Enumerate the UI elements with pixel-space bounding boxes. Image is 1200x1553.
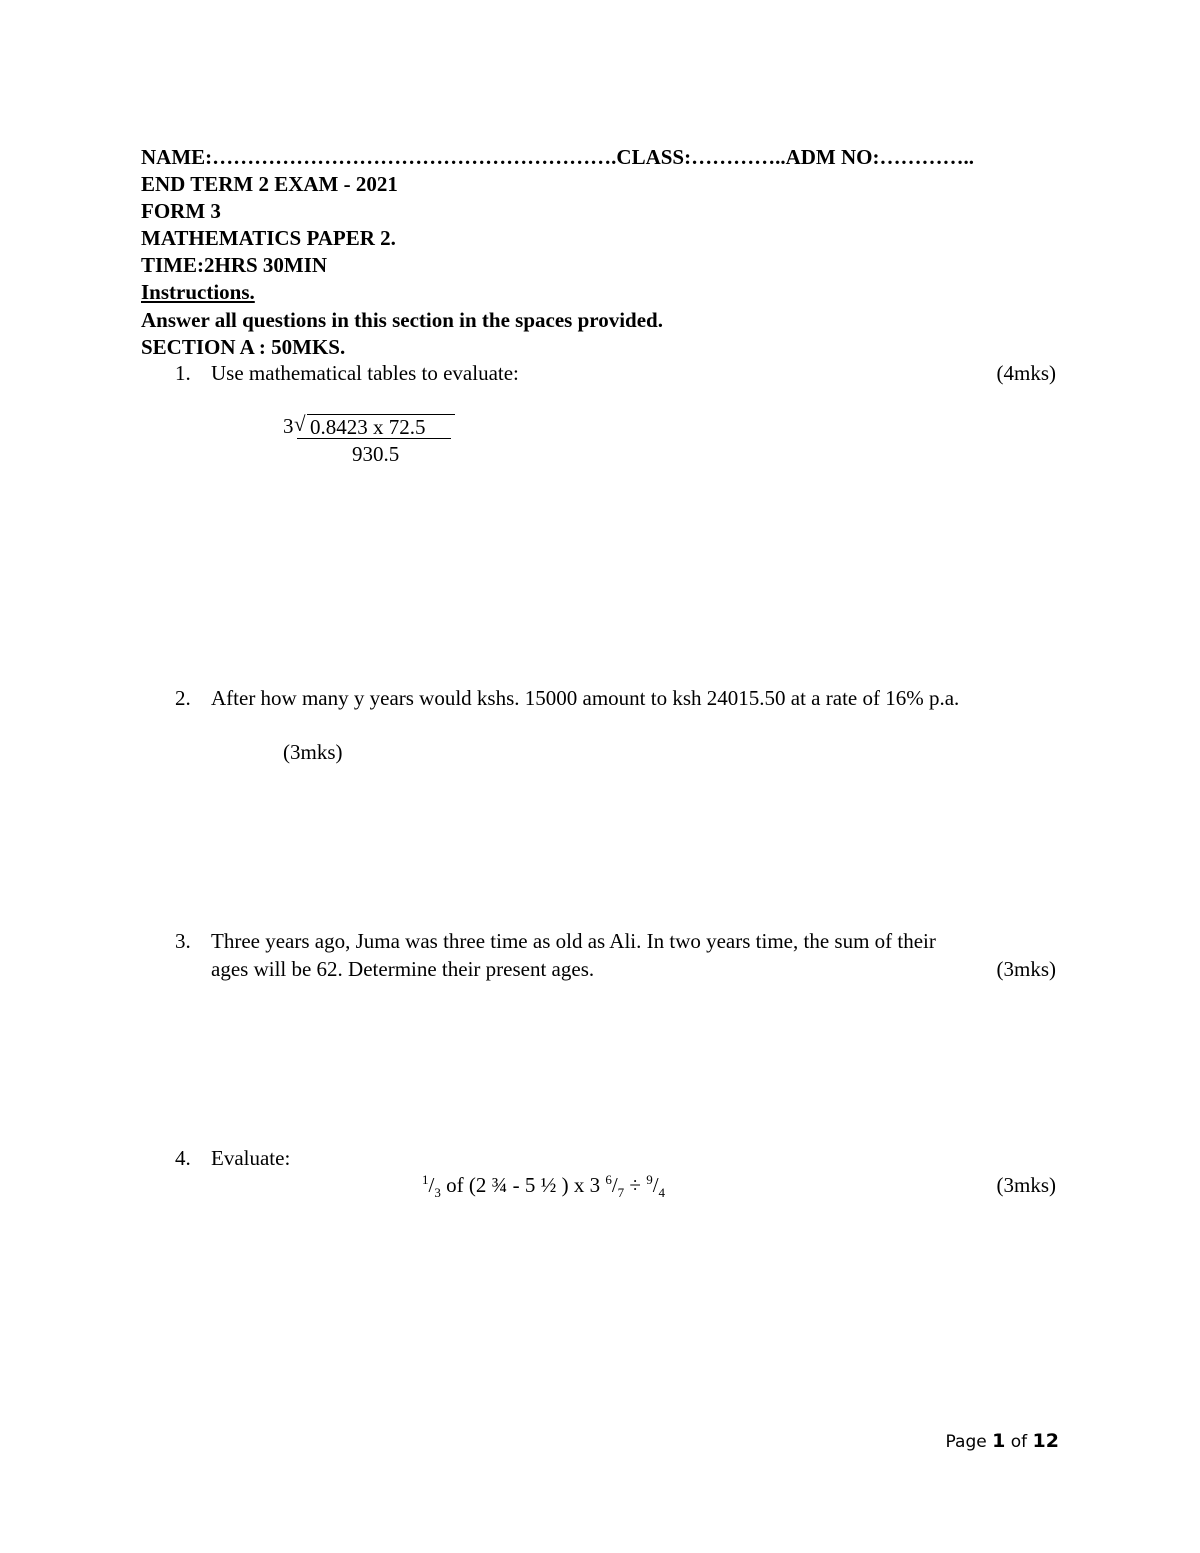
question-4-marks: (3mks) xyxy=(996,1173,1056,1197)
question-2-marks: (3mks) xyxy=(283,740,343,764)
section-heading: SECTION A : 50MKS. xyxy=(141,335,346,359)
page-number: 1 xyxy=(992,1430,1006,1452)
question-4-number: 4. xyxy=(175,1146,191,1170)
cube-root-index: 3 xyxy=(283,414,294,438)
question-1-formula xyxy=(283,414,463,474)
name-class-adm-line: NAME:………………………………………………….CLASS:…………..ADM NO:………….. xyxy=(141,145,974,169)
question-3-number: 3. xyxy=(175,929,191,953)
instructions-heading: Instructions. xyxy=(141,280,255,304)
fraction-a-denominator: 3 xyxy=(434,1185,441,1201)
question-4-text: Evaluate: xyxy=(211,1146,291,1170)
question-1-number: 1. xyxy=(175,361,191,385)
question-4-formula: $^1/_3$ of (2 ¾ - 5 ½ ) x 3 $^6/_7 \div ^9/_4$ xyxy=(422,1172,666,1201)
formula-numerator: 0.8423 x 72.5 xyxy=(310,415,426,439)
question-2-number: 2. xyxy=(175,686,191,710)
page-footer xyxy=(946,1430,1059,1452)
total-pages: 12 xyxy=(1032,1430,1059,1452)
question-3-text-line-2: ages will be 62. Determine their present ages. xyxy=(211,957,595,981)
fraction-c-denominator: 4 xyxy=(658,1185,666,1201)
page-word: Page xyxy=(945,1432,987,1452)
fraction-line xyxy=(297,438,451,439)
question-1-text: Use mathematical tables to evaluate: xyxy=(211,361,519,385)
of-word: of xyxy=(1010,1432,1028,1452)
question-3-text-line-1: Three years ago, Juma was three time as old as Ali. In two years time, the sum of their xyxy=(211,929,936,953)
time-label: TIME:2HRS 30MIN xyxy=(141,253,328,277)
formula-denominator: 930.5 xyxy=(352,442,400,466)
question-3-marks: (3mks) xyxy=(996,957,1056,981)
instructions-text: Answer all questions in this section in the spaces provided. xyxy=(141,308,663,332)
subject-label: MATHEMATICS PAPER 2. xyxy=(141,226,396,250)
fraction-b-denominator: 7 xyxy=(617,1185,625,1201)
fraction-b-numerator: 6 xyxy=(605,1172,612,1187)
exam-title: END TERM 2 EXAM - 2021 xyxy=(141,172,398,196)
fraction-c-numerator: 9 xyxy=(646,1172,653,1187)
formula-middle: of (2 ¾ - 5 ½ ) x 3 xyxy=(440,1173,606,1197)
question-2-text: After how many y years would kshs. 15000 amount to ksh 24015.50 at a rate of 16% p.a. xyxy=(211,686,960,710)
form-label: FORM 3 xyxy=(141,199,221,223)
question-1-marks: (4mks) xyxy=(996,361,1056,385)
fraction-a-numerator: 1 xyxy=(422,1172,429,1187)
divide-sign: ÷ xyxy=(624,1173,647,1197)
radical-sign-icon: √ xyxy=(294,412,306,436)
